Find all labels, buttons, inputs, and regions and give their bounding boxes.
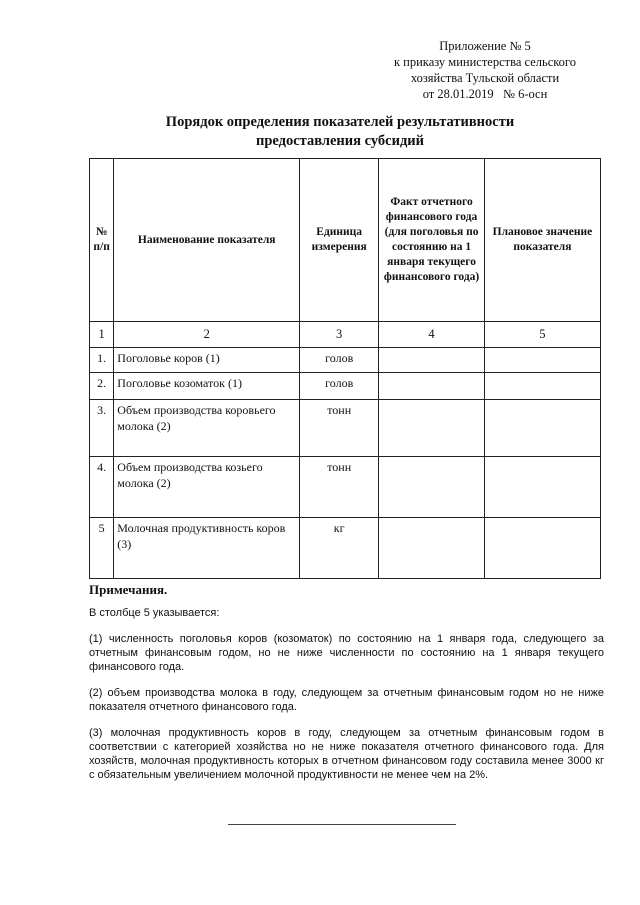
row-num: 2. [90,373,114,400]
header-num: № п/п [90,159,114,322]
table-row [90,348,601,373]
column-number: 1 [90,322,114,348]
row-fact [379,373,485,400]
row-num: 4. [90,457,114,518]
notes-section [89,583,604,794]
column-number-row [90,322,601,348]
header-unit: Единица измерения [300,159,379,322]
row-unit: голов [300,373,379,400]
row-num: 5 [90,518,114,579]
table-header-row [90,159,601,322]
row-plan [484,457,600,518]
column-number: 2 [114,322,300,348]
header-fact: Факт отчетного финансового года (для поголовья по состоянию на 1 января текущего финансового года) [379,159,485,322]
notes-title: Примечания. [89,582,168,597]
appendix-order-ref: к приказу министерства сельского [393,55,576,69]
row-name: Поголовье козоматок (1) [114,373,300,400]
header-plan: Плановое значение показателя [484,159,600,322]
table-row [90,373,601,400]
row-plan [484,373,600,400]
note-item: (3) молочная продуктивность коров в году, следующем за отчетным финансовым годом в соответствии с категорией хозяйства но не ниже показателя отчетного финансового года. Для хозяйств, молочная продуктивность которых в отчетном финансовом году составила менее 3000 кг с обязательным увеличением молочной продуктивности не менее чем на 2%. [89,727,604,781]
row-name: Поголовье коров (1) [114,348,300,373]
row-unit: голов [300,348,379,373]
title-line-1: Порядок определения показателей результативности [165,114,515,130]
row-name: Молочная продуктивность коров (3) [114,518,300,579]
notes-intro: В столбце 5 указывается: [89,607,220,619]
title-line-2: предоставления субсидий [255,133,424,149]
indicators-table [89,158,601,579]
appendix-label: Приложение № 5 [439,39,531,53]
row-unit: тонн [300,457,379,518]
row-name: Объем производства козьего молока (2) [114,457,300,518]
table-row [90,518,601,579]
column-number: 3 [300,322,379,348]
row-plan [484,518,600,579]
row-fact [379,400,485,457]
table-row [90,400,601,457]
column-number: 4 [379,322,485,348]
appendix-ministry: хозяйства Тульской области [410,71,560,85]
document-title [80,113,600,151]
row-num: 3. [90,400,114,457]
column-number: 5 [484,322,600,348]
header-name: Наименование показателя [114,159,300,322]
row-fact [379,457,485,518]
note-item: (2) объем производства молока в году, следующем за отчетным финансовым годом но не ниже показателя отчетного финансового года. [89,687,604,713]
row-fact [379,518,485,579]
row-unit: тонн [300,400,379,457]
footer-divider [228,824,456,825]
table-row [90,457,601,518]
row-plan [484,348,600,373]
note-item: (1) численность поголовья коров (козоматок) по состоянию на 1 января года, следующего за отчетным финансовым годом, но не ниже численности по состоянию на 1 января текущего финансового года. [89,633,604,673]
appendix-date-number: от 28.01.2019 № 6-осн [422,87,548,101]
row-fact [379,348,485,373]
row-unit: кг [300,518,379,579]
appendix-block [360,38,610,102]
row-name: Объем производства коровьего молока (2) [114,400,300,457]
row-num: 1. [90,348,114,373]
row-plan [484,400,600,457]
